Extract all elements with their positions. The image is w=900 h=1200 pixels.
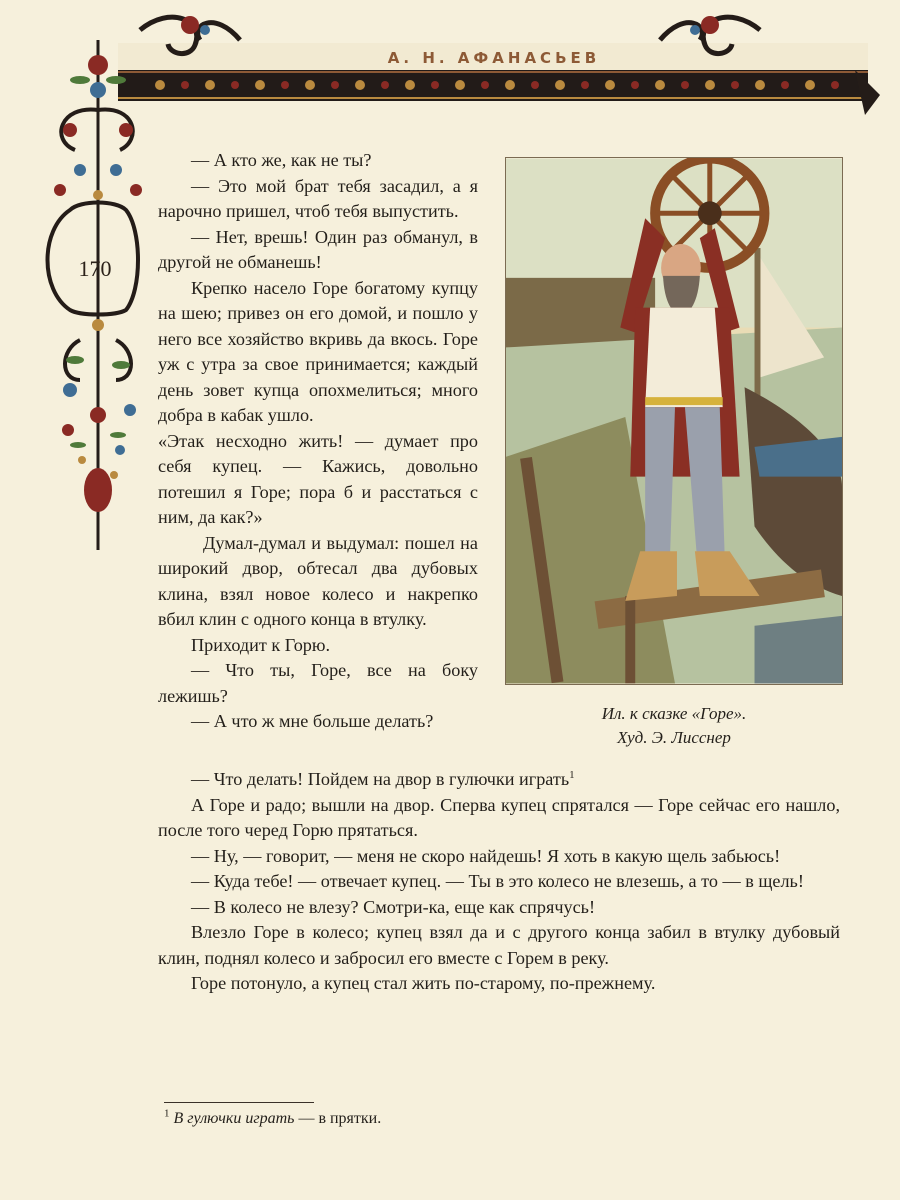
paragraph: Горе потонуло, а купец стал жить по-старому, по-прежнему. [191, 973, 656, 993]
paragraph: «Этак несходно жить! — думает про себя купец. — Кажись, довольно потешил я Горе; пора б и расстаться с ним, да как?» [158, 430, 478, 527]
paragraph: — Ну, — говорит, — меня не скоро найдешь! Я хоть в какую щель забьюсь! [191, 845, 781, 866]
footnote [164, 1108, 844, 1130]
paragraph: — В колесо не влезу? Смотри-ка, еще как спрячусь! [191, 896, 595, 917]
paragraph: — Это мой брат тебя засадил, а я нарочно пришел, чтоб тебя выпустить. [158, 175, 478, 221]
caption-title: Ил. к сказке «Горе». [601, 704, 747, 723]
paragraph: — А кто же, как не ты? [191, 150, 372, 170]
footnote-divider [164, 1102, 314, 1103]
column-text [158, 148, 478, 735]
page-number: 170 [78, 256, 112, 281]
footnote-definition: — в прятки. [294, 1110, 382, 1127]
paragraph: А Горе и радо; вышли на двор. Сперва купец спрятался — Горе сейчас его нашло, после того черед Горю прятаться. [158, 794, 840, 840]
illustration-gore [505, 157, 843, 685]
paragraph: Думал-думал и выдумал: пошел на широкий двор, обтесал два дубовых клина, взял новое колесо и накрепко вбил клин с одного конца в втулку. [158, 532, 478, 629]
paragraph: Крепко насело Горе богатому купцу на шею; привез он его домой, и пошло у него все хозяйство вкривь да вкось. Горе уж с утра за свое принимается; каждый день зовет купца опохмелиться; много добра в кабак ушло. [158, 277, 478, 425]
footnote-ref[interactable]: 1 [569, 768, 575, 781]
paragraph: Влезло Горе в колесо; купец взял да и с другого конца забил в втулку дубовый клин, поднял колесо и забросил его вместе с Горем в реку. [158, 922, 840, 968]
paragraph: Приходит к Горю. [191, 634, 331, 655]
header-band [118, 40, 870, 104]
paragraph: — А что ж мне больше делать? [191, 711, 434, 731]
paragraph [158, 767, 840, 793]
left-floral-border [30, 20, 142, 560]
footnote-term: В гулючки играть [173, 1110, 295, 1127]
running-head: А. Н. АФАНАСЬЕВ [387, 49, 601, 67]
caption-artist: Худ. Э. Лисснер [617, 728, 731, 747]
illustration-caption [505, 702, 843, 750]
paragraph: — Что ты, Горе, все на боку лежишь? [158, 660, 478, 706]
paragraph: — Куда тебе! — отвечает купец. — Ты в это колесо не влезешь, а то — в щель! [191, 871, 804, 891]
paragraph-text: — Что делать! Пойдем на двор в гулючки играть [191, 769, 570, 789]
full-width-text [158, 767, 840, 997]
footnote-mark: 1 [164, 1107, 170, 1120]
paragraph: — Нет, врешь! Один раз обманул, в другой не обманешь! [158, 226, 478, 272]
